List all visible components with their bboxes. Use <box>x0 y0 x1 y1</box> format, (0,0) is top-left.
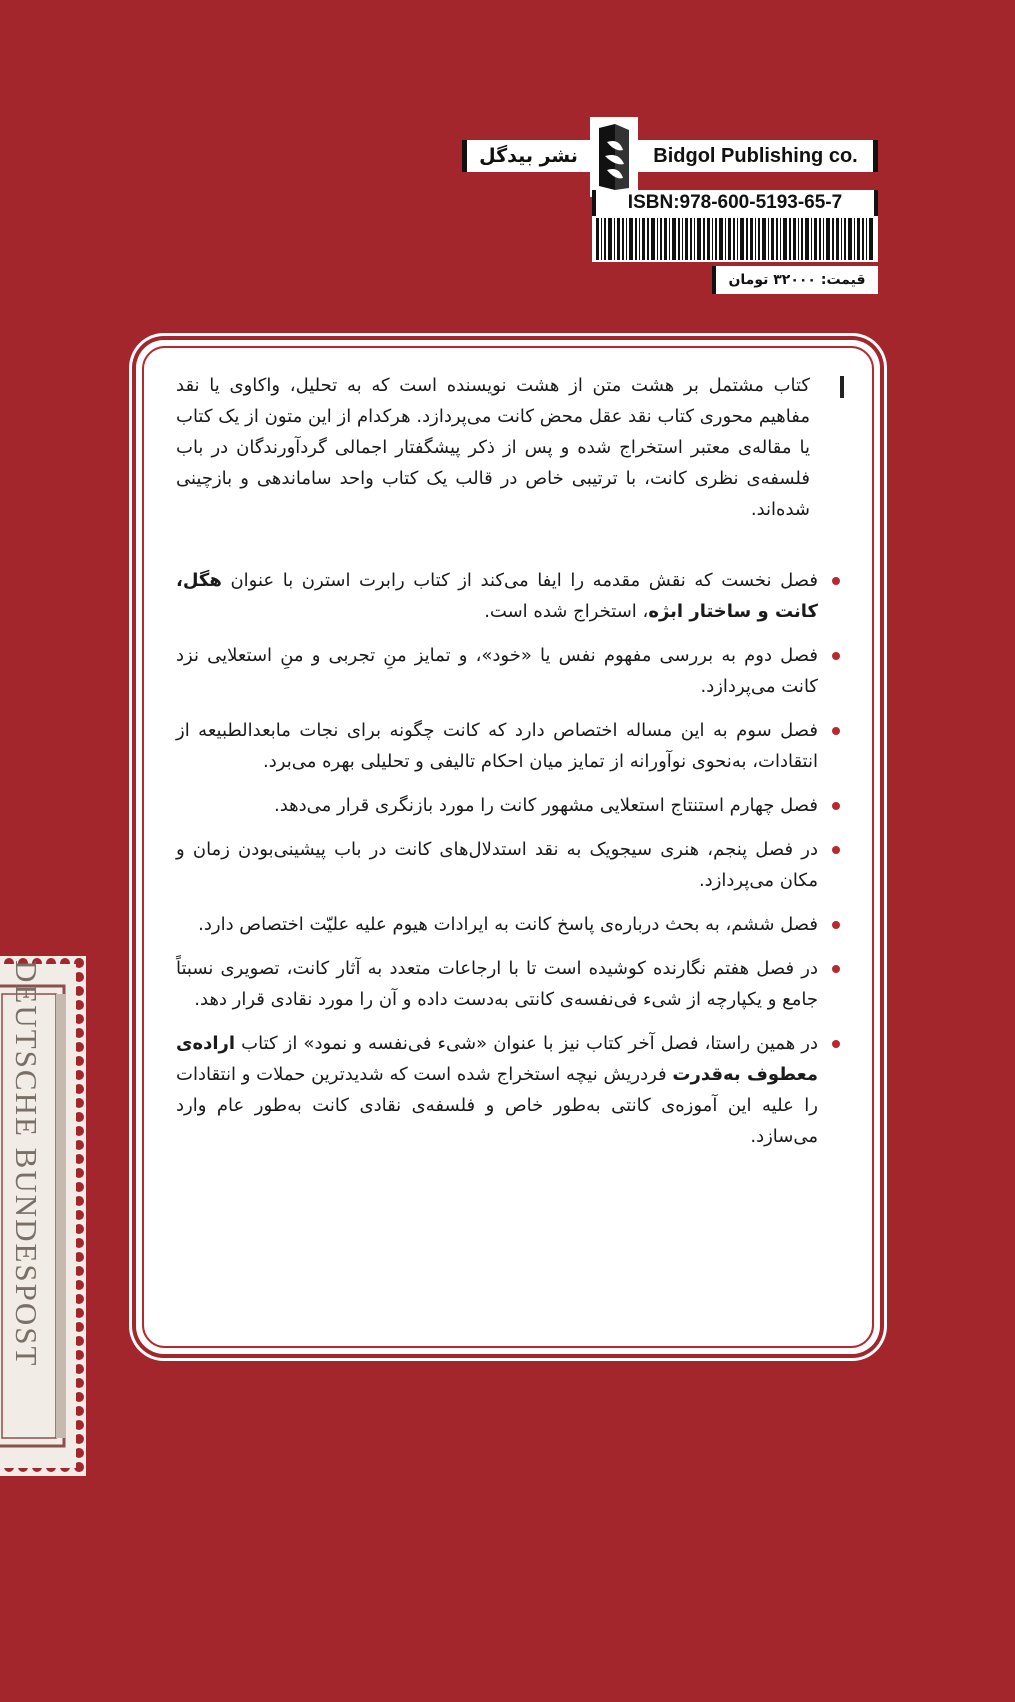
bullet-icon <box>832 846 840 854</box>
bullet-icon <box>832 921 840 929</box>
bullet-icon <box>832 965 840 973</box>
list-item <box>176 790 844 821</box>
list-item <box>176 953 844 1015</box>
postage-stamp-icon <box>0 956 86 1476</box>
chapter-text-end: ، استخراج شده است. <box>484 601 649 622</box>
price-tag: قیمت: ۳۲۰۰۰ تومان <box>712 266 878 294</box>
chapter-text: در فصل هفتم نگارنده کوشیده است تا با ارجاعات متعدد به آثار کانت، تصویری نسبتاً جامع و یکپارچه از شیء فی‌نفسه‌ی کانتی به‌دست داده و آن را مورد نقادی قرار دهد. <box>176 958 818 1010</box>
list-item <box>176 640 844 702</box>
list-item <box>176 715 844 777</box>
isbn-block <box>592 190 878 262</box>
intro-section <box>176 370 844 525</box>
card-text <box>176 370 844 1165</box>
list-item <box>176 1028 844 1152</box>
chapter-text: فصل نخست که نقش مقدمه را ایفا می‌کند از کتاب رابرت استرن با عنوان <box>221 570 818 591</box>
intro-marker <box>840 376 844 398</box>
chapter-text: فصل ششم، به بحث درباره‌ی پاسخ کانت به ایرادات هیوم علیه علیّت اختصاص دارد. <box>198 914 818 935</box>
list-item <box>176 909 844 940</box>
stamp-text: DEUTSCHE BUNDESPOST <box>9 960 44 1368</box>
isbn-text: ISBN:978-600-5193-65-7 <box>592 190 878 216</box>
intro-paragraph: کتاب مشتمل بر هشت متن از هشت نویسنده است که به تحلیل، واکاوی یا نقد مفاهیم محوری کتاب نقد عقل محض کانت می‌پردازد. <box>176 375 810 427</box>
publisher-name-en: Bidgol Publishing co. <box>638 140 878 172</box>
list-item <box>176 565 844 627</box>
book-leaf-logo-icon <box>590 117 638 197</box>
chapter-text: در همین راستا، فصل آخر کتاب نیز با عنوان «شیء فی‌نفسه و نمود» از کتاب <box>235 1033 818 1054</box>
bullet-icon <box>832 727 840 735</box>
list-item <box>176 834 844 896</box>
chapter-text-end: فردریش نیچه استخراج شده است که شدیدترین حملات و انتقادات را علیه این آموزه‌ی کانتی به‌طور خاص و فلسفه‌ی نقادی کانت به‌طور عام وارد می‌سازد. <box>176 1064 818 1147</box>
intro-paragraph: هرکدام از این متون از یک کتاب یا مقاله‌ی معتبر استخراج شده و پس از ذکر پیشگفتار اجمالی گردآورندگان در باب فلسفه‌ی نظری کانت، با ترتیبی خاص در قالب یک کتاب واحد ساماندهی و بازچینی شده‌اند. <box>176 406 810 520</box>
publisher-name-fa: نشر بیدگل <box>462 140 590 172</box>
chapter-book-title: اراده‌ی معطوف به‌قدرت <box>176 1033 818 1085</box>
chapter-book-title: هگل، کانت و ساختار ابژه <box>176 570 818 622</box>
chapter-text: در فصل پنجم، هنری سیجویک به نقد استدلال‌های کانت در باب پیشینی‌بودن زمان و مکان می‌پردازد. <box>176 839 818 891</box>
chapter-text: فصل چهارم استنتاج استعلایی مشهور کانت را مورد بازنگری قرار می‌دهد. <box>273 795 818 816</box>
bullet-icon <box>832 802 840 810</box>
chapter-text: فصل سوم به این مساله اختصاص دارد که کانت چگونه برای نجات مابعدالطبیعه از انتقادات، به‌نحوی نوآورانه از تمایز میان احکام تالیفی و تحلیلی بهره می‌برد. <box>176 720 818 772</box>
publisher-bar <box>462 140 878 172</box>
chapter-text: فصل دوم به بررسی مفهوم نفس یا «خود»، و تمایز منِ تجربی و منِ استعلایی نزد کانت می‌پردازد. <box>176 645 818 697</box>
barcode-icon <box>596 218 874 260</box>
bullet-icon <box>832 652 840 660</box>
description-card <box>136 340 880 1354</box>
bullet-icon <box>832 577 840 585</box>
chapter-list <box>176 565 844 1152</box>
bullet-icon <box>832 1040 840 1048</box>
